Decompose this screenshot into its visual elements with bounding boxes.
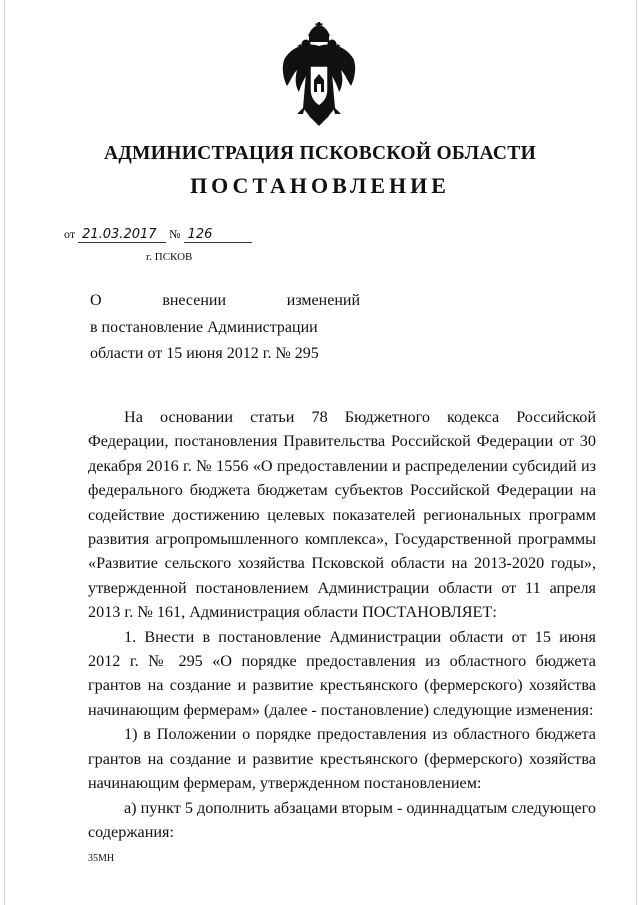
footer-code: 35МН xyxy=(88,853,115,864)
date-number-line xyxy=(64,227,252,243)
subject-line-3: области от 15 июня 2012 г. № 295 xyxy=(90,345,319,362)
document-body xyxy=(88,405,596,844)
date-prefix: от xyxy=(64,227,76,241)
document-subject xyxy=(90,288,360,368)
body-paragraph-1-1: 1) в Положении о порядке предоставления из областного бюджета грантов на создание и развитие крестьянского (фермерского) хозяйства начинающим фермерам, утвержденном постановлением: xyxy=(88,725,596,793)
pskov-coat-of-arms-icon xyxy=(279,22,359,126)
organization-title: АДМИНИСТРАЦИЯ ПСКОВСКОЙ ОБЛАСТИ xyxy=(103,143,537,164)
scan-edge-right xyxy=(636,0,637,905)
body-paragraph-1: 1. Внести в постановление Администрации области от 15 июня 2012 г. № 295 «О порядке предоставления из областного бюджета грантов на создание и развитие крестьянского (фермерского) хозяйства начинающим фермерам» (далее - постановление) следующие изменения: xyxy=(88,627,596,719)
document-type-title: ПОСТАНОВЛЕНИЕ xyxy=(190,173,450,198)
handwritten-date: 21.03.2017 xyxy=(78,227,166,243)
handwritten-number: 126 xyxy=(184,227,252,243)
number-prefix: № xyxy=(169,227,181,241)
scan-edge-left xyxy=(4,0,5,905)
subject-line-1 xyxy=(90,288,360,315)
subject-line-2: в постановление Администрации xyxy=(90,318,318,336)
city-label: г. ПСКОВ xyxy=(146,251,193,263)
subject-word: внесении xyxy=(162,292,227,309)
body-paragraph-basis: На основании статьи 78 Бюджетного кодекса Российской Федерации, постановления Правительства Российской Федерации от 30 декабря 2016 г. № 1556 «О предоставлении и распределении субсидий из федерального бюджета бюджетам субъектов Российской Федерации на содействие достижению целевых показателей региональных программ развития агропромышленного комплекса», Государственной программы «Развитие сельского хозяйства Псковской области на 2013-2020 годы», утвержденной постановлением Администрации области от 11 апреля 2013 г. № 161, Администрация области ПОСТАНОВЛЯЕТ: xyxy=(88,408,596,622)
subject-word: О xyxy=(90,292,102,309)
body-paragraph-1-1-a: а) пункт 5 дополнить абзацами вторым - одиннадцатым следующего содержания: xyxy=(88,798,597,841)
subject-word: изменений xyxy=(286,292,360,309)
